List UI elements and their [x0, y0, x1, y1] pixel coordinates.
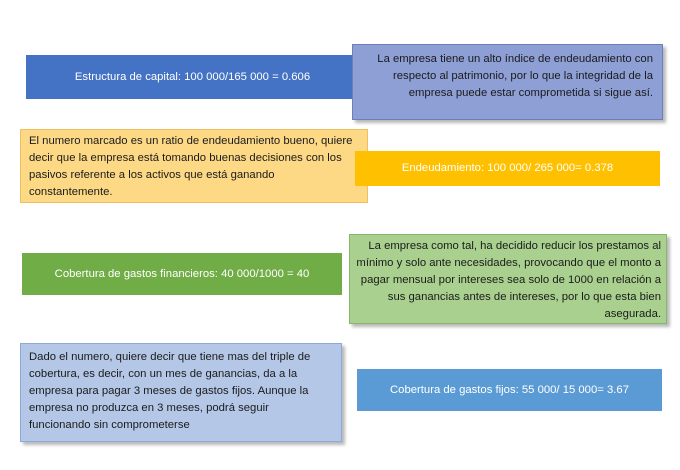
financial-coverage-note-box	[349, 234, 667, 324]
capital-structure-box	[26, 55, 359, 99]
fixed-coverage-text: Cobertura de gastos fijos: 55 000/ 15 000= 3.67	[390, 383, 629, 396]
fixed-coverage-note-box	[20, 343, 342, 442]
capital-structure-text: Estructura de capital: 100 000/165 000 = 0.606	[74, 70, 311, 83]
debt-note-box	[20, 129, 368, 203]
debt-text: Endeudamiento: 100 000/ 265 000= 0.378	[401, 162, 614, 174]
debt-note-text: El numero marcado es un ratio de endeudamiento bueno, quiere decir que la empresa está tomando buenas decisiones con los pasivos referente a los activos que está ganando constantemente.	[29, 135, 353, 198]
capital-structure-note-text: La empresa tiene un alto índice de endeudamiento con respecto al patrimonio, por lo que la integridad de la empresa puede estar comprometida si sigue así.	[377, 53, 653, 99]
financial-coverage-note-text: La empresa como tal, ha decidido reducir los prestamos al mínimo y solo ante necesidades, provocando que el monto a pagar mensual por intereses sea solo de 1000 en relación a sus ganancias antes de intereses, por lo que esta bien asegurada.	[356, 240, 661, 320]
debt-box	[355, 151, 660, 186]
fixed-coverage-note-text: Dado el numero, quiere decir que tiene mas del triple de cobertura, es decir, con un mes de ganancias, da a la empresa para pagar 3 meses de gastos fijos. Aunque la empresa no produzca en 3 meses, podrá seguir funcionando sin comprometerse	[29, 351, 311, 431]
financial-coverage-box	[22, 253, 342, 295]
fixed-coverage-box	[357, 369, 662, 411]
financial-coverage-text: Cobertura de gastos financieros: 40 000/1000 = 40	[54, 267, 310, 280]
capital-structure-note-box	[352, 44, 663, 120]
